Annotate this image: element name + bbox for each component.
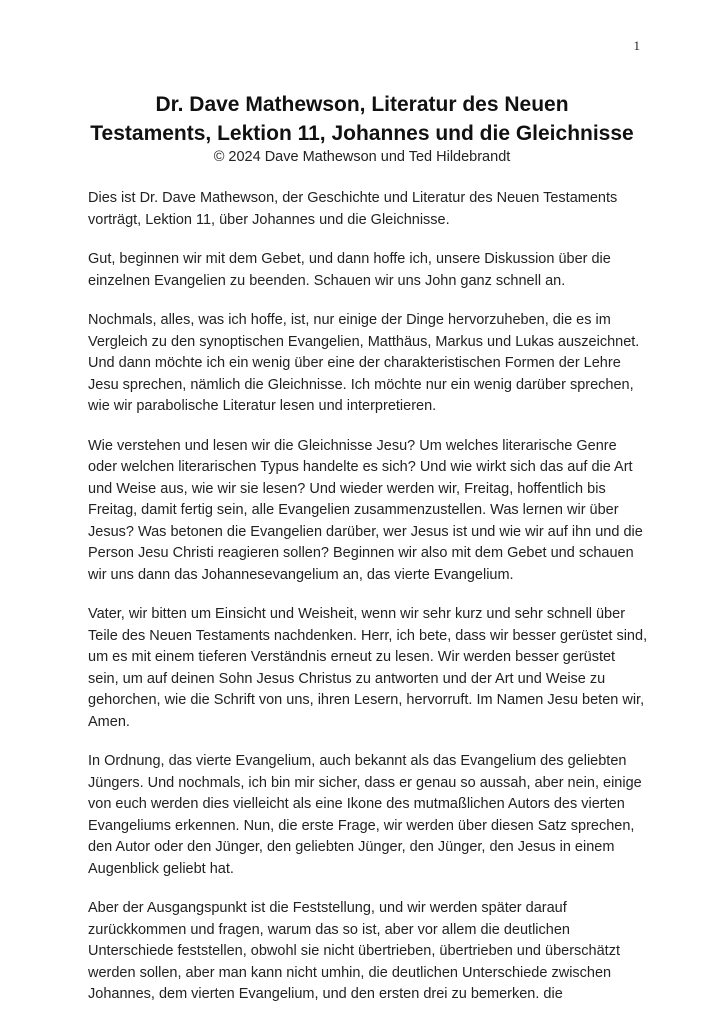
paragraph: Gut, beginnen wir mit dem Gebet, und dann hoffe ich, unsere Diskussion über die einzelnen Evangelien zu beenden. Schauen wir uns John ganz schnell an. bbox=[88, 251, 611, 289]
title-line-1: Dr. Dave Mathewson, Literatur des Neuen bbox=[155, 93, 569, 116]
paragraph: Nochmals, alles, was ich hoffe, ist, nur einige der Dinge hervorzuheben, die es im Vergleich zu den synoptischen Evangelien, Matthäus, Markus und Lukas auszeichnet. Und dann möchte ich ein wenig über eine der charakteristischen Formen der Lehre Jesu sprechen, nämlich die Gleichnisse. Ich möchte nur ein wenig darüber sprechen, wie wir parabolische Literatur lesen und interpretieren. bbox=[88, 312, 640, 414]
paragraph: Wie verstehen und lesen wir die Gleichnisse Jesu? Um welches literarische Genre oder welchen literarischen Typus handelte es sich? Und wie wirkt sich das auf die Art und Weise aus, wie wir sie lesen? Und wieder werden wir, Freitag, hoffentlich bis Freitag, damit fertig sein, alle Evangelien zusammenzustellen. Was lernen wir über Jesus? Was betonen die Evangelien darüber, wer Jesus ist und wie wir auf ihn und die Person Jesu Christi reagieren sollen? Beginnen wir also mit dem Gebet und schauen wir uns dann das Johannesevangelium an, das vierte Evangelium. bbox=[88, 437, 643, 583]
page-number: 1 bbox=[633, 38, 640, 53]
copyright-line: © 2024 Dave Mathewson und Ted Hildebrandt bbox=[213, 149, 511, 165]
paragraph: Dies ist Dr. Dave Mathewson, der Geschichte und Literatur des Neuen Testaments vorträgt, Lektion 11, über Johannes und die Gleichnisse. bbox=[88, 190, 618, 228]
title-line-2: Testaments, Lektion 11, Johannes und die Gleichnisse bbox=[90, 122, 634, 145]
paragraph: In Ordnung, das vierte Evangelium, auch bekannt als das Evangelium des geliebten Jüngers. Und nochmals, ich bin mir sicher, dass er genau so aussah, aber nein, einige von euch werden dies vielleicht als eine Ikone des mutmaßlichen Autors des vierten Evangeliums erkennen. Nun, die erste Frage, wir werden über diesen Satz sprechen, den Autor oder den Jünger, den geliebten Jünger, den Jünger, den Jesus in einem Augenblick geliebt hat. bbox=[88, 753, 642, 877]
paragraph: Vater, wir bitten um Einsicht und Weisheit, wenn wir sehr kurz und sehr schnell über Teile des Neuen Testaments nachdenken. Herr, ich bete, dass wir besser gerüstet sind, um es mit einem tieferen Verständnis erneut zu lesen. Wir werden besser gerüstet sein, um auf deinen Sohn Jesus Christus zu antworten und der Art und Weise zu gehorchen, wie die Schrift von uns, ihren Lesern, hervorruft. Im Namen Jesu beten wir, Amen. bbox=[88, 606, 648, 730]
document-body bbox=[88, 188, 648, 1024]
document-title bbox=[60, 90, 664, 148]
paragraph: Aber der Ausgangspunkt ist die Feststellung, und wir werden später darauf zurückkommen und fragen, warum das so ist, aber vor allem die deutlichen Unterschiede feststellen, obwohl sie nicht übertrieben, übertrieben und überschätzt werden sollen, aber man kann nicht umhin, die deutlichen Unterschiede zwischen Johannes, dem vierten Evangelium, und den ersten drei zu bemerken. die bbox=[88, 900, 620, 1002]
